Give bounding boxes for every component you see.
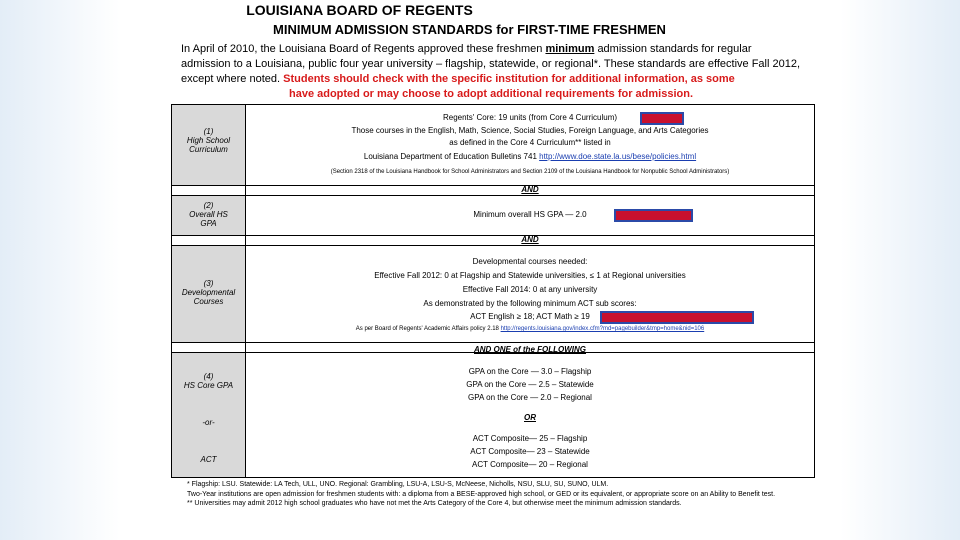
- row4-gpa-statewide: GPA on the Core — 2.5 – Statewide: [466, 380, 594, 389]
- row1-label-line1: High School: [186, 136, 231, 145]
- row3-label-line1: Developmental: [181, 288, 236, 297]
- intro-text-2: admission standards for regular admission to a Louisiana, public four year university – flagship, statewide, or regional*. These standards are effective Fall 2012, except where noted.: [181, 43, 800, 85]
- footnotes: [187, 480, 817, 509]
- row4-act-regional: ACT Composite— 20 – Regional: [472, 460, 588, 469]
- document-title: LOUISIANA BOARD OF REGENTS: [246, 2, 473, 18]
- row4-act-flagship: ACT Composite— 25 – Flagship: [472, 434, 588, 443]
- row1-bulletin: [246, 152, 814, 162]
- intro-paragraph: [181, 42, 801, 102]
- document-subtitle: MINIMUM ADMISSION STANDARDS for FIRST-TIME FRESHMEN: [273, 22, 666, 37]
- row1-label-line2: Curriculum: [189, 145, 228, 154]
- row1-bulletin-text: Louisiana Department of Education Bulletins 741: [363, 152, 537, 161]
- row1-defined: as defined in the Core 4 Curriculum** listed in: [449, 138, 611, 147]
- row3-fall-2012: Effective Fall 2012: 0 at Flagship and Statewide universities, ≤ 1 at Regional universities: [374, 271, 686, 280]
- row2-label: [172, 201, 245, 228]
- and-connector-1: AND: [521, 185, 539, 194]
- row3-act-intro: As demonstrated by the following minimum ACT sub scores:: [423, 299, 637, 308]
- and-connector-2: AND: [521, 235, 539, 244]
- row1-section-note: (Section 2318 of the Louisiana Handbook for School Administrators and Section 2109 of the Louisiana Handbook for Nonpublic School Administrators): [330, 169, 730, 175]
- row3-policy-link[interactable]: http://regents.louisiana.gov/index.cfm?md=pagebuilder&tmp=home&nid=106: [500, 326, 705, 332]
- highlight-arrow-act: [600, 311, 754, 324]
- row3-label-num: (3): [203, 279, 214, 288]
- footnote-arts: ** Universities may admit 2012 high school graduates who have not met the Arts Category of the Core 4, but otherwise meet the minimum admission standards.: [187, 500, 682, 507]
- row4-label: [172, 372, 245, 390]
- row1-courses: Those courses in the English, Math, Science, Social Studies, Foreign Language, and Arts Categories: [351, 126, 709, 135]
- row1-label: [172, 127, 245, 154]
- intro-emphasis: minimum: [545, 43, 595, 55]
- row4-label-act: ACT: [200, 455, 217, 464]
- row1-bulletin-link[interactable]: http://www.doe.state.la.us/bese/policies.html: [539, 152, 697, 161]
- row4-gpa-flagship: GPA on the Core — 3.0 – Flagship: [468, 367, 592, 376]
- row3-dev-needed: Developmental courses needed:: [472, 257, 588, 266]
- footnote-institutions: * Flagship: LSU. Statewide: LA Tech, ULL, UNO. Regional: Grambling, LSU-A, LSU-S, McNeese, Nicholls, NSU, SLU, SU, SUNO, ULM.: [187, 481, 609, 488]
- row-divider: [172, 195, 814, 196]
- row4-act-statewide: ACT Composite— 23 – Statewide: [470, 447, 590, 456]
- row4-or-connector: OR: [524, 413, 536, 422]
- row2-label-num: (2): [203, 201, 214, 210]
- row2-label-line2: GPA: [200, 219, 217, 228]
- row2-label-line1: Overall HS: [189, 210, 228, 219]
- row4-gpa-regional: GPA on the Core — 2.0 – Regional: [468, 393, 592, 402]
- row4-label-num: (4): [203, 372, 214, 381]
- row2-gpa-requirement: Minimum overall HS GPA — 2.0: [473, 210, 587, 219]
- row-divider: [172, 342, 814, 343]
- row4-label-line1: HS Core GPA: [183, 381, 234, 390]
- document-page: [127, 0, 832, 533]
- row1-core-units: Regents' Core: 19 units (from Core 4 Curriculum): [442, 113, 618, 122]
- row1-label-num: (1): [203, 127, 214, 136]
- row3-label: [172, 279, 245, 306]
- intro-warning-1: Students should check with the specific institution for additional information, as some: [283, 73, 735, 85]
- footnote-two-year: Two-Year institutions are open admission for freshmen students with: a diploma from a BESE-approved high school, or GED or its equivalent, or appropriate score on an Ability to Benefit test.: [187, 490, 776, 498]
- row3-fall-2014: Effective Fall 2014: 0 at any university: [462, 285, 598, 294]
- highlight-arrow-core: [640, 112, 684, 125]
- row3-act-subscores: ACT English ≥ 18; ACT Math ≥ 19: [470, 312, 590, 321]
- row-divider: [172, 245, 814, 246]
- intro-text-1: In April of 2010, the Louisiana Board of Regents approved these freshmen: [181, 43, 543, 55]
- row3-policy-note: [246, 325, 814, 333]
- row4-label-or: -or-: [202, 418, 215, 427]
- and-one-connector: AND ONE of the FOLLOWING: [474, 345, 586, 354]
- row3-label-line2: Courses: [193, 297, 224, 306]
- standards-table: [171, 104, 815, 478]
- highlight-arrow-gpa: [614, 209, 693, 222]
- intro-warning-2: have adopted or may choose to adopt additional requirements for admission.: [288, 88, 693, 100]
- row3-policy-text: As per Board of Regents' Academic Affairs policy 2.18: [355, 326, 499, 332]
